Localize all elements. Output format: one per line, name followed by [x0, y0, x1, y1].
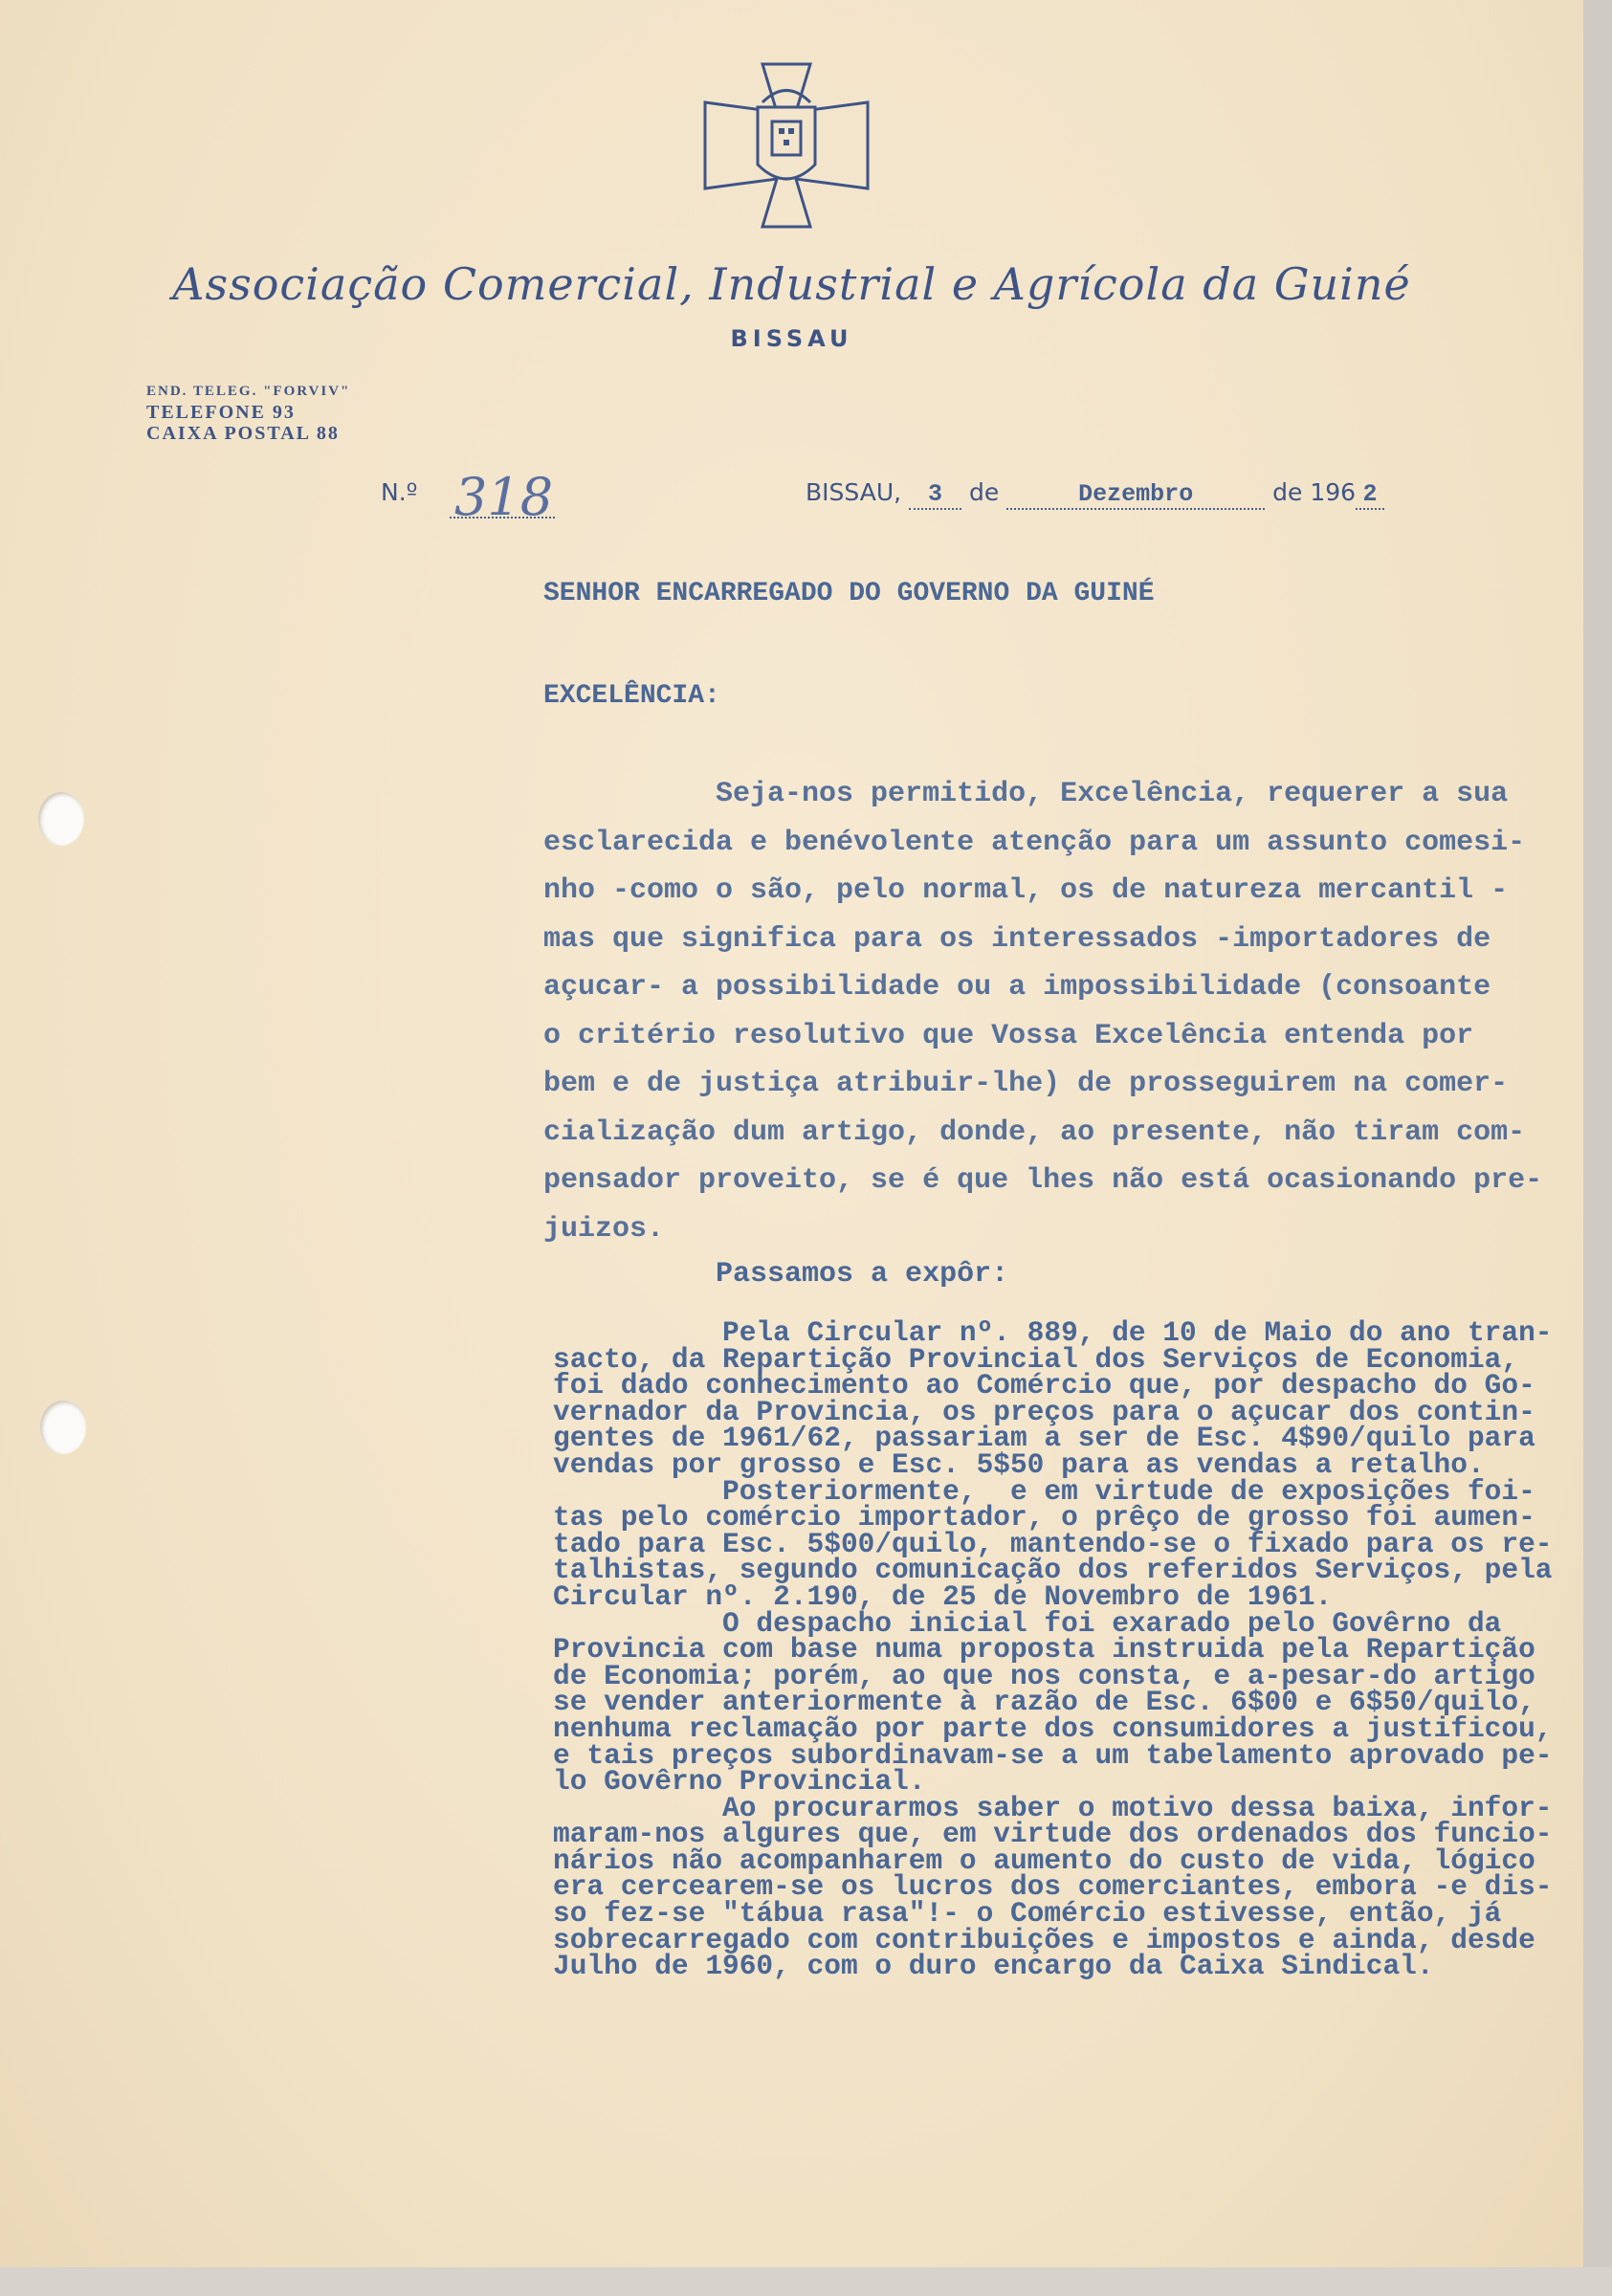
- telephone: TELEFONE 93: [146, 402, 296, 423]
- handwritten-number: 318: [454, 467, 554, 527]
- text-line: era cercearem-se os lucros dos comerciantes, embora -e dis-: [553, 1870, 1553, 1904]
- punch-hole-icon: [38, 792, 84, 846]
- text-line: mas que significa para os interessados -importadores de: [543, 922, 1491, 956]
- text-line: juizos.: [543, 1212, 665, 1246]
- text-line: vendas por grosso e Esc. 5$50 para as vendas a retalho.: [553, 1447, 1485, 1481]
- punch-hole-icon: [40, 1401, 86, 1454]
- telegraph-address: END. TELEG. "FORVIV": [146, 384, 351, 399]
- text-line: nho -como o são, pelo normal, os de natureza mercantil -: [543, 874, 1509, 907]
- text-line: Ao procurarmos saber o motivo dessa baixa, infor-: [553, 1791, 1553, 1824]
- scan-edge-right: [1583, 0, 1612, 2296]
- contact-block: [146, 381, 350, 444]
- date-place: BISSAU,: [806, 478, 902, 506]
- text-line: lo Govêrno Provincial.: [553, 1765, 926, 1799]
- text-line: maram-nos algures que, em virtude dos ordenados dos funcio-: [553, 1818, 1553, 1851]
- number-label: N.º: [381, 478, 418, 506]
- paragraph-expor: Passamos a expôr:: [543, 1258, 1009, 1291]
- text-line: pensador proveito, se é que lhes não está ocasionando pre-: [543, 1164, 1543, 1197]
- text-line: gentes de 1961/62, passariam a ser de Esc. 4$90/quilo para: [553, 1422, 1535, 1455]
- text-line: Provincia com base numa proposta instruida pela Repartição: [553, 1633, 1535, 1667]
- text-line: tado para Esc. 5$00/quilo, mantendo-se o fixado para os re-: [553, 1527, 1553, 1560]
- text-line: esclarecida e benévolente atenção para um assunto comesi-: [543, 826, 1526, 859]
- date-year-digit: 2: [1356, 480, 1384, 510]
- text-line: se vender anteriormente à razão de Esc. 6$00 e 6$50/quilo,: [553, 1686, 1535, 1719]
- addressee: SENHOR ENCARREGADO DO GOVERNO DA GUINÉ: [543, 579, 1155, 608]
- text-line: vernador da Provincia, os preços para o açucar dos contin-: [553, 1395, 1535, 1428]
- scan-edge-bottom: [0, 2267, 1612, 2296]
- text-line: so fez-se "tábua rasa"!- o Comércio estivesse, então, já: [553, 1897, 1502, 1931]
- date-line: [806, 478, 1384, 510]
- text-line: Circular nº. 2.190, de 25 de Novembro de 1961.: [553, 1579, 1333, 1613]
- text-line: tas pelo comércio importador, o prêço de grosso foi aumen-: [553, 1501, 1535, 1534]
- text-line: foi dado conhecimento ao Comércio que, por despacho do Go-: [553, 1369, 1535, 1402]
- text-line: e tais preços subordinavam-se a um tabelamento aprovado pe-: [553, 1738, 1553, 1772]
- text-line: sobrecarregado com contribuições e impostos e ainda, desde: [553, 1923, 1535, 1956]
- paragraph-intro: [543, 770, 1542, 1253]
- date-day: 3: [909, 480, 961, 510]
- text-line: Posteriormente, e em virtude de exposições foi-: [553, 1474, 1535, 1508]
- date-year-prefix: de 196: [1272, 478, 1357, 506]
- date-month: Dezembro: [1006, 480, 1265, 510]
- organization-city: BISSAU: [730, 325, 853, 352]
- text-line: nários não acompanharem o aumento do custo de vida, lógico: [553, 1843, 1535, 1877]
- text-line: Julho de 1960, com o duro encargo da Caixa Sindical.: [553, 1950, 1434, 1983]
- text-line: de Economia; porém, ao que nos consta, e a-pesar-do artigo: [553, 1659, 1535, 1692]
- text-line: Seja-nos permitido, Excelência, requerer a sua: [543, 778, 1509, 810]
- paragraph-body: [553, 1316, 1553, 1983]
- coat-of-arms-icon: [700, 59, 872, 232]
- salutation: EXCELÊNCIA:: [543, 681, 720, 711]
- text-line: bem e de justiça atribuir-lhe) de prosseguirem na comer-: [543, 1068, 1509, 1100]
- text-line: cialização dum artigo, donde, ao presente, não tiram com-: [543, 1115, 1526, 1149]
- text-line: o critério resolutivo que Vossa Excelência entenda por: [543, 1019, 1474, 1052]
- text-line: nenhuma reclamação por parte dos consumidores a justificou,: [553, 1711, 1553, 1745]
- text-line: sacto, da Repartição Provincial dos Serviços de Economia,: [553, 1342, 1519, 1376]
- text-line: O despacho inicial foi exarado pelo Govêrno da: [553, 1606, 1502, 1640]
- text-line: Pela Circular nº. 889, de 10 de Maio do ano tran-: [553, 1316, 1553, 1349]
- organization-name: Associação Comercial, Industrial e Agrícola da Guiné: [172, 258, 1411, 310]
- postal-box: CAIXA POSTAL 88: [146, 423, 340, 444]
- date-de: de: [968, 478, 1000, 506]
- text-line: talhistas, segundo comunicação dos referidos Serviços, pela: [553, 1554, 1553, 1587]
- text-line: açucar- a possibilidade ou a impossibilidade (consoante: [543, 971, 1491, 1004]
